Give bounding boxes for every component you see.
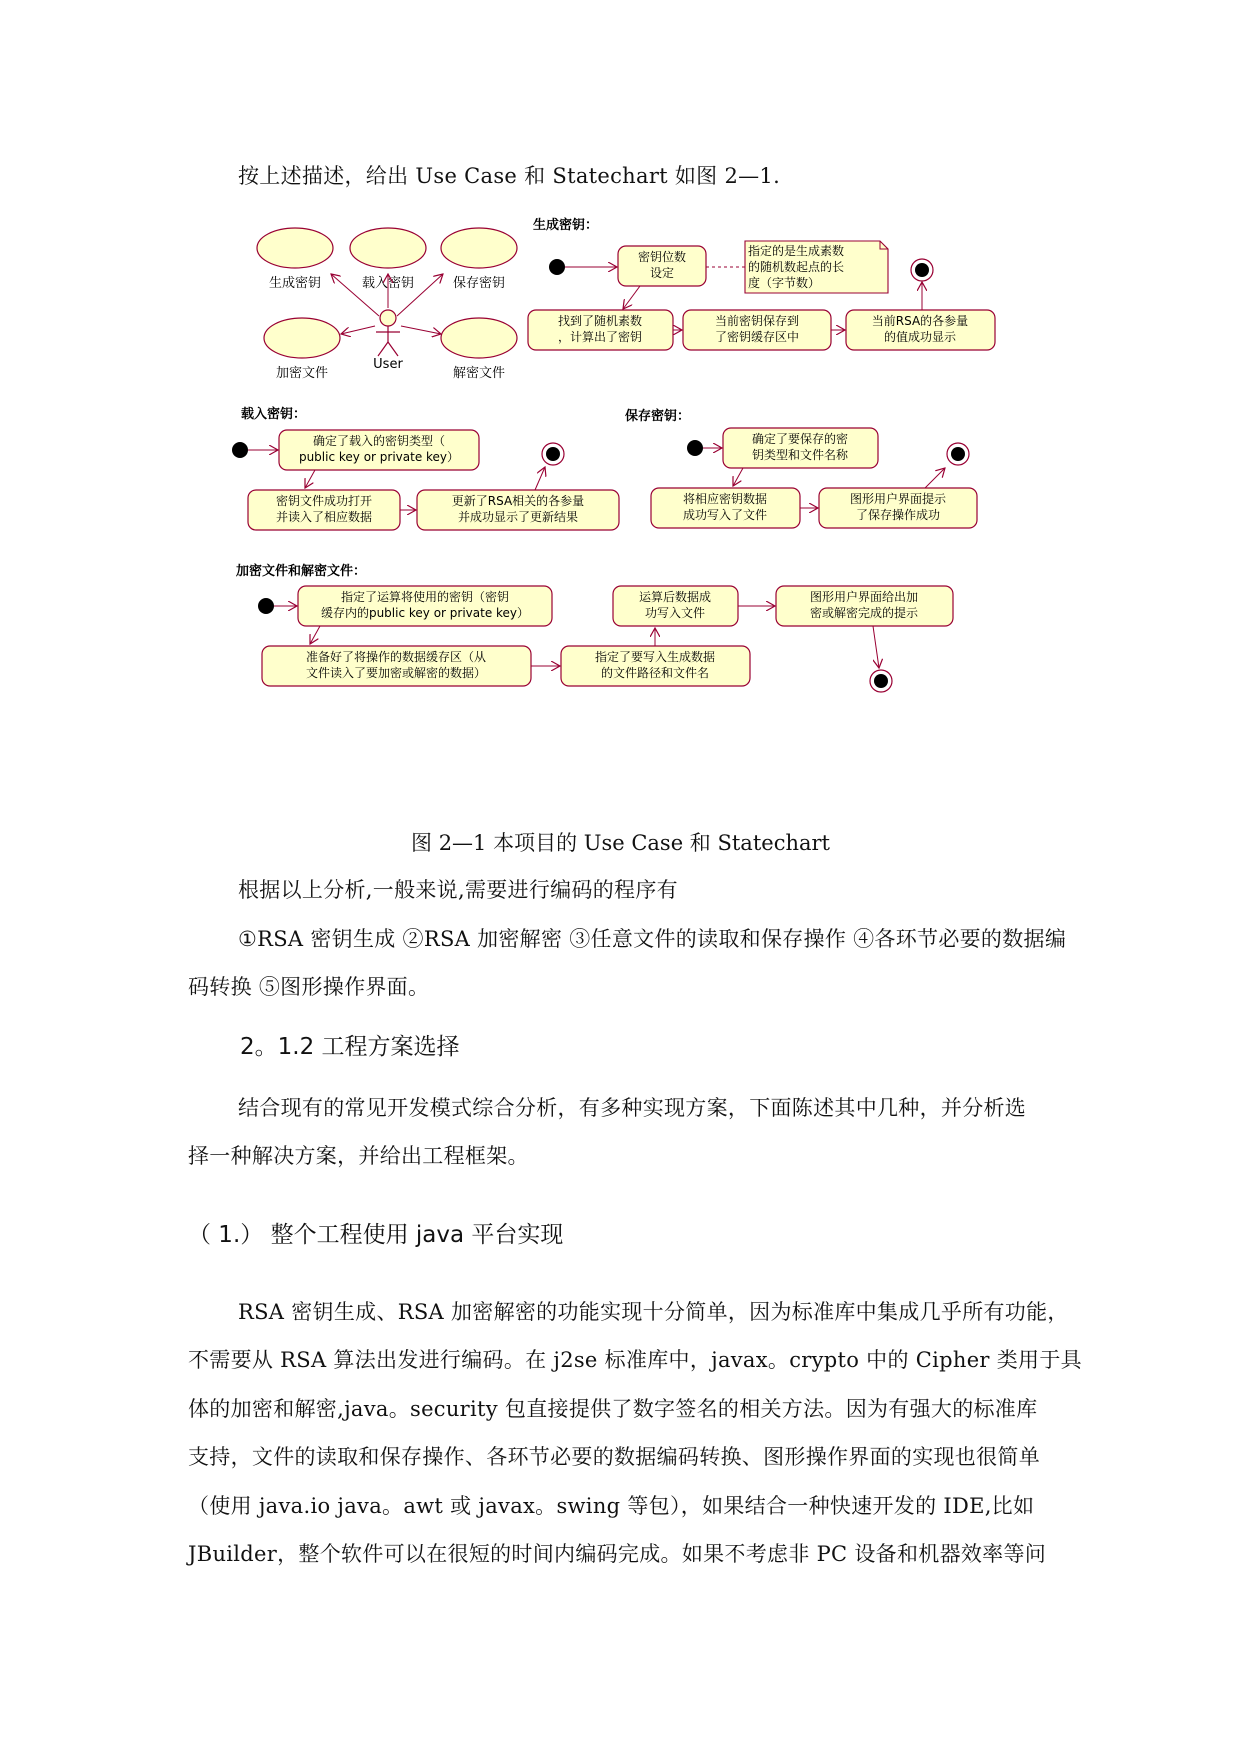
paragraph: 根据以上分析,一般来说,需要进行编码的程序有 bbox=[238, 878, 678, 902]
initial-node bbox=[549, 259, 565, 275]
encrypt-title: 加密文件和解密文件： bbox=[236, 564, 367, 579]
statechart-load bbox=[232, 406, 619, 530]
paragraph-line: 支持，文件的读取和保存操作、各环节必要的数据编码转换、图形操作界面的实现也很简单 bbox=[188, 1445, 1040, 1469]
actor-user-icon bbox=[376, 310, 400, 356]
statechart-generate bbox=[528, 217, 995, 350]
intro-text: 按上述描述，给出 Use Case 和 Statechart 如图 2—1. bbox=[238, 164, 781, 188]
state-text: 找到了随机素数 bbox=[557, 314, 643, 328]
statechart-encrypt-decrypt bbox=[236, 563, 953, 692]
assoc-arrow bbox=[401, 326, 441, 334]
transition-arrow bbox=[873, 626, 879, 668]
state-text: 确定了载入的密钥类型（ bbox=[312, 434, 446, 448]
state-text: 当前密钥保存到 bbox=[714, 314, 800, 328]
state-text: 的文件路径和文件名 bbox=[600, 666, 710, 680]
usecase-ellipse bbox=[441, 228, 517, 268]
state-text: 指定了运算将使用的密钥（密钥 bbox=[340, 590, 510, 604]
initial-node bbox=[258, 598, 274, 614]
subsection-heading: （ 1.） 整个工程使用 java 平台实现 bbox=[188, 1222, 564, 1248]
usecase-ellipse bbox=[257, 228, 333, 268]
usecase-ellipse bbox=[350, 228, 426, 268]
transition-arrow bbox=[733, 468, 743, 486]
paragraph-line: JBuilder，整个软件可以在很短的时间内编码完成。如果不考虑非 PC 设备和机器效率等问 bbox=[188, 1542, 1047, 1566]
state-text: 的值成功显示 bbox=[883, 330, 957, 344]
initial-node bbox=[232, 442, 248, 458]
paragraph-line: 体的加密和解密,java。security 包直接提供了数字签名的相关方法。因为有强大的标准库 bbox=[188, 1397, 1038, 1421]
note-text: 度（字节数） bbox=[748, 276, 821, 290]
paragraph: 码转换 ⑤图形操作界面。 bbox=[188, 975, 430, 999]
figure-usecase-statechart bbox=[236, 218, 1115, 800]
state-text: 准备好了将操作的数据缓存区（从 bbox=[305, 650, 487, 664]
state-text: 运算后数据成 bbox=[638, 590, 712, 604]
transition-arrow bbox=[535, 467, 545, 490]
usecase-ellipse bbox=[441, 318, 517, 358]
usecase-label-save: 保存密钥 bbox=[452, 276, 506, 291]
paragraph-line: RSA 密钥生成、RSA 加密解密的功能实现十分简单，因为标准库中集成几乎所有功能， bbox=[238, 1300, 1069, 1324]
state-text: 密或解密完成的提示 bbox=[809, 606, 919, 620]
note-text: 指定的是生成素数 bbox=[748, 244, 845, 258]
usecase-label-encrypt: 加密文件 bbox=[275, 366, 329, 381]
section-heading: 2。1.2 工程方案选择 bbox=[240, 1034, 460, 1060]
state-text: 密钥文件成功打开 bbox=[275, 494, 373, 508]
paragraph: 择一种解决方案，并给出工程框架。 bbox=[188, 1144, 529, 1168]
state-text: public key or private key） bbox=[298, 450, 460, 464]
load-title: 载入密钥： bbox=[241, 407, 307, 422]
state-text: 图形用户界面给出加 bbox=[809, 590, 919, 604]
paragraph-line: 不需要从 RSA 算法出发进行编码。在 j2se 标准库中，javax。crypto 中的 Cipher 类用于具 bbox=[188, 1348, 1082, 1372]
transition-arrow bbox=[310, 626, 320, 644]
usecase-label-load: 载入密钥 bbox=[361, 276, 415, 291]
state-text: 将相应密钥数据 bbox=[682, 492, 768, 506]
state-text: 功写入文件 bbox=[644, 606, 706, 620]
paragraph: ①RSA 密钥生成 ②RSA 加密解密 ③任意文件的读取和保存操作 ④各环节必要的数据编 bbox=[238, 927, 1067, 951]
state-text: 钥类型和文件名称 bbox=[751, 448, 849, 462]
usecase-label-decrypt: 解密文件 bbox=[452, 366, 506, 381]
state-text: 了密钥缓存区中 bbox=[714, 330, 800, 344]
note-text: 的随机数起点的长 bbox=[748, 260, 845, 274]
state-text: 了保存操作成功 bbox=[855, 508, 941, 522]
state-text: 并成功显示了更新结果 bbox=[457, 510, 579, 524]
usecase-label-generate: 生成密钥 bbox=[268, 276, 322, 291]
state-text: 设定 bbox=[649, 266, 675, 280]
state-text: 图形用户界面提示 bbox=[849, 492, 947, 506]
save-title: 保存密钥： bbox=[625, 409, 691, 424]
state-text: ，计算出了密钥 bbox=[557, 330, 643, 344]
state-text: 成功写入了文件 bbox=[682, 508, 768, 522]
paragraph: 结合现有的常见开发模式综合分析，有多种实现方案，下面陈述其中几种，并分析选 bbox=[238, 1096, 1027, 1120]
usecase-ellipse bbox=[264, 318, 340, 358]
state-text: 当前RSA的各参量 bbox=[871, 314, 969, 328]
statechart-save bbox=[625, 408, 977, 528]
state-text: 指定了要写入生成数据 bbox=[594, 650, 716, 664]
assoc-arrow bbox=[341, 326, 375, 334]
figure-caption: 图 2—1 本项目的 Use Case 和 Statechart bbox=[411, 831, 830, 855]
state-text: 确定了要保存的密 bbox=[751, 432, 849, 446]
state-text: 密钥位数 bbox=[637, 250, 687, 264]
state-text: 缓存内的public key or private key） bbox=[320, 606, 530, 620]
initial-node bbox=[687, 440, 703, 456]
generate-title: 生成密钥： bbox=[533, 218, 599, 233]
paragraph-line: （使用 java.io java。awt 或 javax。swing 等包），如果结合一种快速开发的 IDE,比如 bbox=[188, 1494, 1035, 1518]
state-text: 更新了RSA相关的各参量 bbox=[451, 494, 585, 508]
state-text: 文件读入了要加密或解密的数据） bbox=[305, 666, 487, 680]
usecase-diagram bbox=[257, 228, 517, 381]
transition-arrow bbox=[623, 286, 640, 309]
transition-arrow bbox=[305, 470, 315, 488]
state-text: 并读入了相应数据 bbox=[275, 510, 373, 524]
actor-label: User bbox=[373, 357, 403, 372]
transition-arrow bbox=[925, 468, 945, 488]
